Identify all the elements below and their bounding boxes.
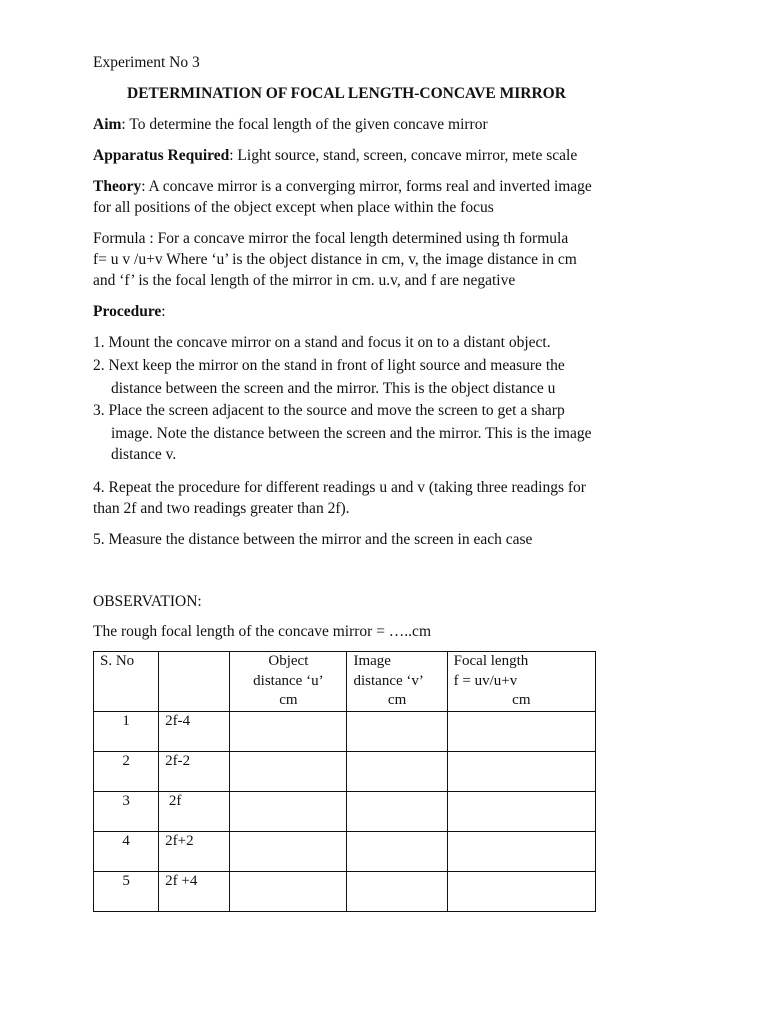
theory-paragraph — [93, 176, 592, 218]
procedure-step-5: 5. Measure the distance between the mirror and the screen in each case — [93, 531, 533, 548]
experiment-number: Experiment No 3 — [93, 54, 200, 71]
row-object-distance — [230, 752, 347, 792]
aim-label: Aim — [93, 116, 122, 133]
row-sno: 4 — [94, 832, 159, 872]
apparatus-paragraph — [93, 145, 577, 166]
table-row — [94, 712, 596, 752]
row-focal-length — [447, 872, 595, 912]
row-image-distance — [347, 792, 447, 832]
aim-paragraph — [93, 114, 488, 135]
row-object-distance — [230, 872, 347, 912]
row-object-distance — [230, 832, 347, 872]
observation-table — [93, 651, 596, 912]
row-label: 2f +4 — [159, 872, 230, 912]
row-sno: 3 — [94, 792, 159, 832]
procedure-step-1: 1. Mount the concave mirror on a stand and focus it on to a distant object. — [93, 334, 551, 351]
row-focal-length — [447, 792, 595, 832]
row-focal-length — [447, 832, 595, 872]
procedure-step-4: 4. Repeat the procedure for different readings u and v (taking three readings for than 2f and two readings greater than 2f). — [93, 479, 586, 517]
row-image-distance — [347, 752, 447, 792]
table-row — [94, 832, 596, 872]
header-label — [159, 652, 230, 712]
procedure-step-2: 2. Next keep the mirror on the stand in front of light source and measure the distance between the screen and the mirror. This is the object distance u — [93, 357, 565, 397]
rough-focal-length: The rough focal length of the concave mirror = …..cm — [93, 623, 431, 640]
formula-line-3: and ‘f’ is the focal length of the mirror in cm. u.v, and f are negative — [93, 272, 516, 289]
aim-text: : To determine the focal length of the given concave mirror — [121, 116, 488, 133]
row-label: 2f-2 — [159, 752, 230, 792]
procedure-heading: Procedure: — [93, 303, 166, 320]
row-label: 2f-4 — [159, 712, 230, 752]
row-focal-length — [447, 752, 595, 792]
row-image-distance — [347, 872, 447, 912]
apparatus-text: : Light source, stand, screen, concave mirror, mete scale — [229, 147, 578, 164]
row-label: 2f+2 — [159, 832, 230, 872]
table-row — [94, 792, 596, 832]
table-row — [94, 872, 596, 912]
row-focal-length — [447, 712, 595, 752]
header-focal-length: Focal length f = uv/u+v cm — [447, 652, 595, 712]
row-label: 2f — [159, 792, 230, 832]
header-object-distance: Object distance ‘u’ cm — [230, 652, 347, 712]
document-title: DETERMINATION OF FOCAL LENGTH-CONCAVE MIRROR — [127, 85, 566, 102]
table-header-row — [94, 652, 596, 712]
formula-paragraph — [93, 228, 577, 291]
apparatus-label: Apparatus Required — [93, 147, 230, 164]
row-object-distance — [230, 792, 347, 832]
procedure-step-3: 3. Place the screen adjacent to the source and move the screen to get a sharp image. Note the distance between the screen and the mirror. This is the image distance v. — [93, 402, 592, 463]
theory-line-1: : A concave mirror is a converging mirror, forms real and inverted image — [141, 178, 592, 195]
row-image-distance — [347, 832, 447, 872]
theory-label: Theory — [93, 178, 142, 195]
formula-line-1: Formula : For a concave mirror the focal length determined using th formula — [93, 230, 569, 247]
header-sno: S. No — [94, 652, 159, 712]
row-image-distance — [347, 712, 447, 752]
row-sno: 5 — [94, 872, 159, 912]
row-sno: 1 — [94, 712, 159, 752]
observation-heading: OBSERVATION: — [93, 593, 202, 610]
row-sno: 2 — [94, 752, 159, 792]
header-image-distance: Image distance ‘v’ cm — [347, 652, 447, 712]
formula-line-2: f= u v /u+v Where ‘u’ is the object distance in cm, v, the image distance in cm — [93, 251, 577, 268]
procedure-label: Procedure — [93, 303, 162, 320]
theory-line-2: for all positions of the object except when place within the focus — [93, 199, 494, 216]
row-object-distance — [230, 712, 347, 752]
table-row — [94, 752, 596, 792]
